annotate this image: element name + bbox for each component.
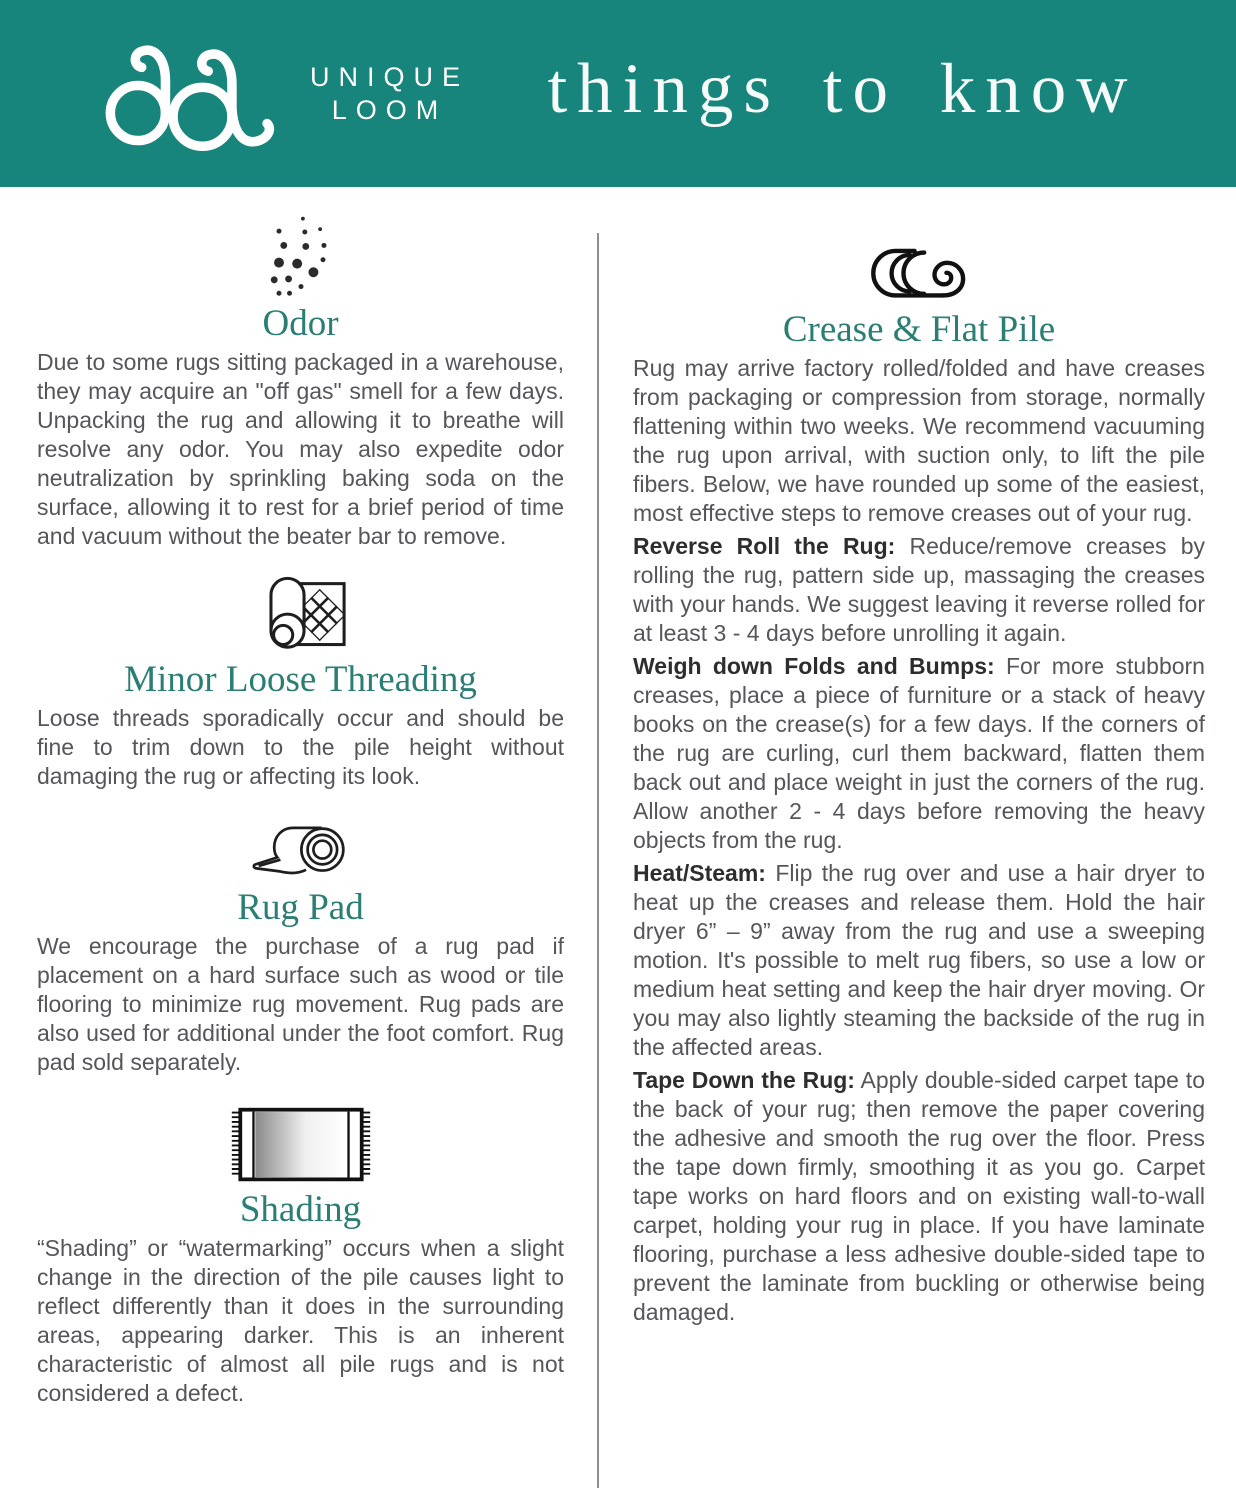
section-body-shading: “Shading” or “watermarking” occurs when a slight change in the direction of the pile causes light to reflect differently than it does in the surrounding areas, appearing darker. This is an inherent characteristic of almost all pile rugs and is not considered a defect.: [37, 1235, 564, 1406]
shaded-rug-icon: [37, 1105, 564, 1190]
step-reverse-roll-label: Reverse Roll the Rug:: [633, 533, 896, 559]
step-heat-steam-label: Heat/Steam:: [633, 860, 766, 886]
brand-name: [310, 61, 469, 127]
step-weigh-down-label: Weigh down Folds and Bumps:: [633, 653, 995, 679]
section-heading-rugpad: Rug Pad: [237, 887, 364, 928]
step-weigh-down-text: For more stubborn creases, place a piece of furniture or a stack of heavy books on the crease(s) for a few days. If the corners of the rug are curling, curl them backward, flatten them back out and place weight in just the corners of the rug. Allow another 2 - 4 days before removing the heavy objects from the rug.: [633, 653, 1205, 853]
section-heading-shading: Shading: [239, 1189, 362, 1230]
header-banner: [0, 0, 1236, 187]
section-body-crease-intro: Rug may arrive factory rolled/folded and have creases from packaging or compression from storage, normally flattening within two weeks. We recommend vacuuming the rug upon arrival, with suction only, to lift the pile fibers. Below, we have rounded up some of the easiest, most effective steps to remove creases out of your rug.: [633, 355, 1205, 526]
rug-pad-roll-icon: [37, 817, 564, 888]
section-body-rugpad: We encourage the purchase of a rug pad if placement on a hard surface such as wood or tile flooring to minimize rug movement. Rug pads are also used for additional under the foot comfort. Rug pad sold separately.: [37, 933, 564, 1075]
brand-name-line2: LOOM: [331, 94, 448, 125]
right-column: [633, 187, 1205, 1327]
column-divider: [597, 233, 599, 1488]
unique-loom-logo-icon: [98, 35, 288, 153]
brand-name-line1: UNIQUE: [310, 61, 470, 92]
brand: [98, 35, 469, 153]
section-heading-odor: Odor: [262, 303, 339, 344]
page-title: things to know: [547, 50, 1138, 128]
step-heat-steam: [633, 859, 1205, 1062]
odor-dots-icon: [37, 211, 564, 304]
step-reverse-roll: [633, 532, 1205, 648]
section-body-threading: Loose threads sporadically occur and should be fine to trim down to the pile height without damaging the rug or affecting its look.: [37, 705, 564, 789]
step-tape-down-label: Tape Down the Rug:: [633, 1067, 855, 1093]
step-tape-down: [633, 1066, 1205, 1327]
rolled-rug-crosshatch-icon: [37, 561, 564, 660]
section-heading-threading: Minor Loose Threading: [124, 659, 477, 700]
step-reverse-roll-text: Reduce/remove creases by rolling the rug, pattern side up, massaging the creases with your hands. We suggest leaving it reverse rolled for at least 3 - 4 days before unrolling it again.: [633, 533, 1206, 646]
section-body-odor: Due to some rugs sitting packaged in a warehouse, they may acquire an "off gas" smell for a few days. Unpacking the rug and allowing it to breathe will resolve any odor. You may also expedite odor neutralization by sprinkling baking soda on the surface, allowing it to rest for a brief period of time and vacuum without the beater bar to remove.: [37, 349, 564, 549]
rolled-rug-side-icon: [633, 243, 1205, 310]
section-heading-crease: Crease & Flat Pile: [782, 309, 1056, 350]
step-weigh-down: [633, 652, 1205, 855]
step-heat-steam-text: Flip the rug over and use a hair dryer to heat up the creases and release them. Hold the hair dryer 6” – 9” away from the rug and use a sweeping motion. It's possible to melt rug fibers, so use a low or medium heat setting and keep the hair dryer moving. Or you may also lightly steaming the backside of the rug in the affected areas.: [633, 860, 1205, 1060]
left-column: [37, 187, 564, 1408]
step-tape-down-text: Apply double-sided carpet tape to the back of your rug; then remove the paper covering the adhesive and smooth the rug over the floor. Press the tape down firmly, smoothing it as you go. Carpet tape works on hard floors and on existing wall-to-wall carpet, holding your rug in place. If you have laminate flooring, purchase a less adhesive double-sided tape to prevent the laminate from buckling or otherwise being damaged.: [633, 1067, 1205, 1325]
